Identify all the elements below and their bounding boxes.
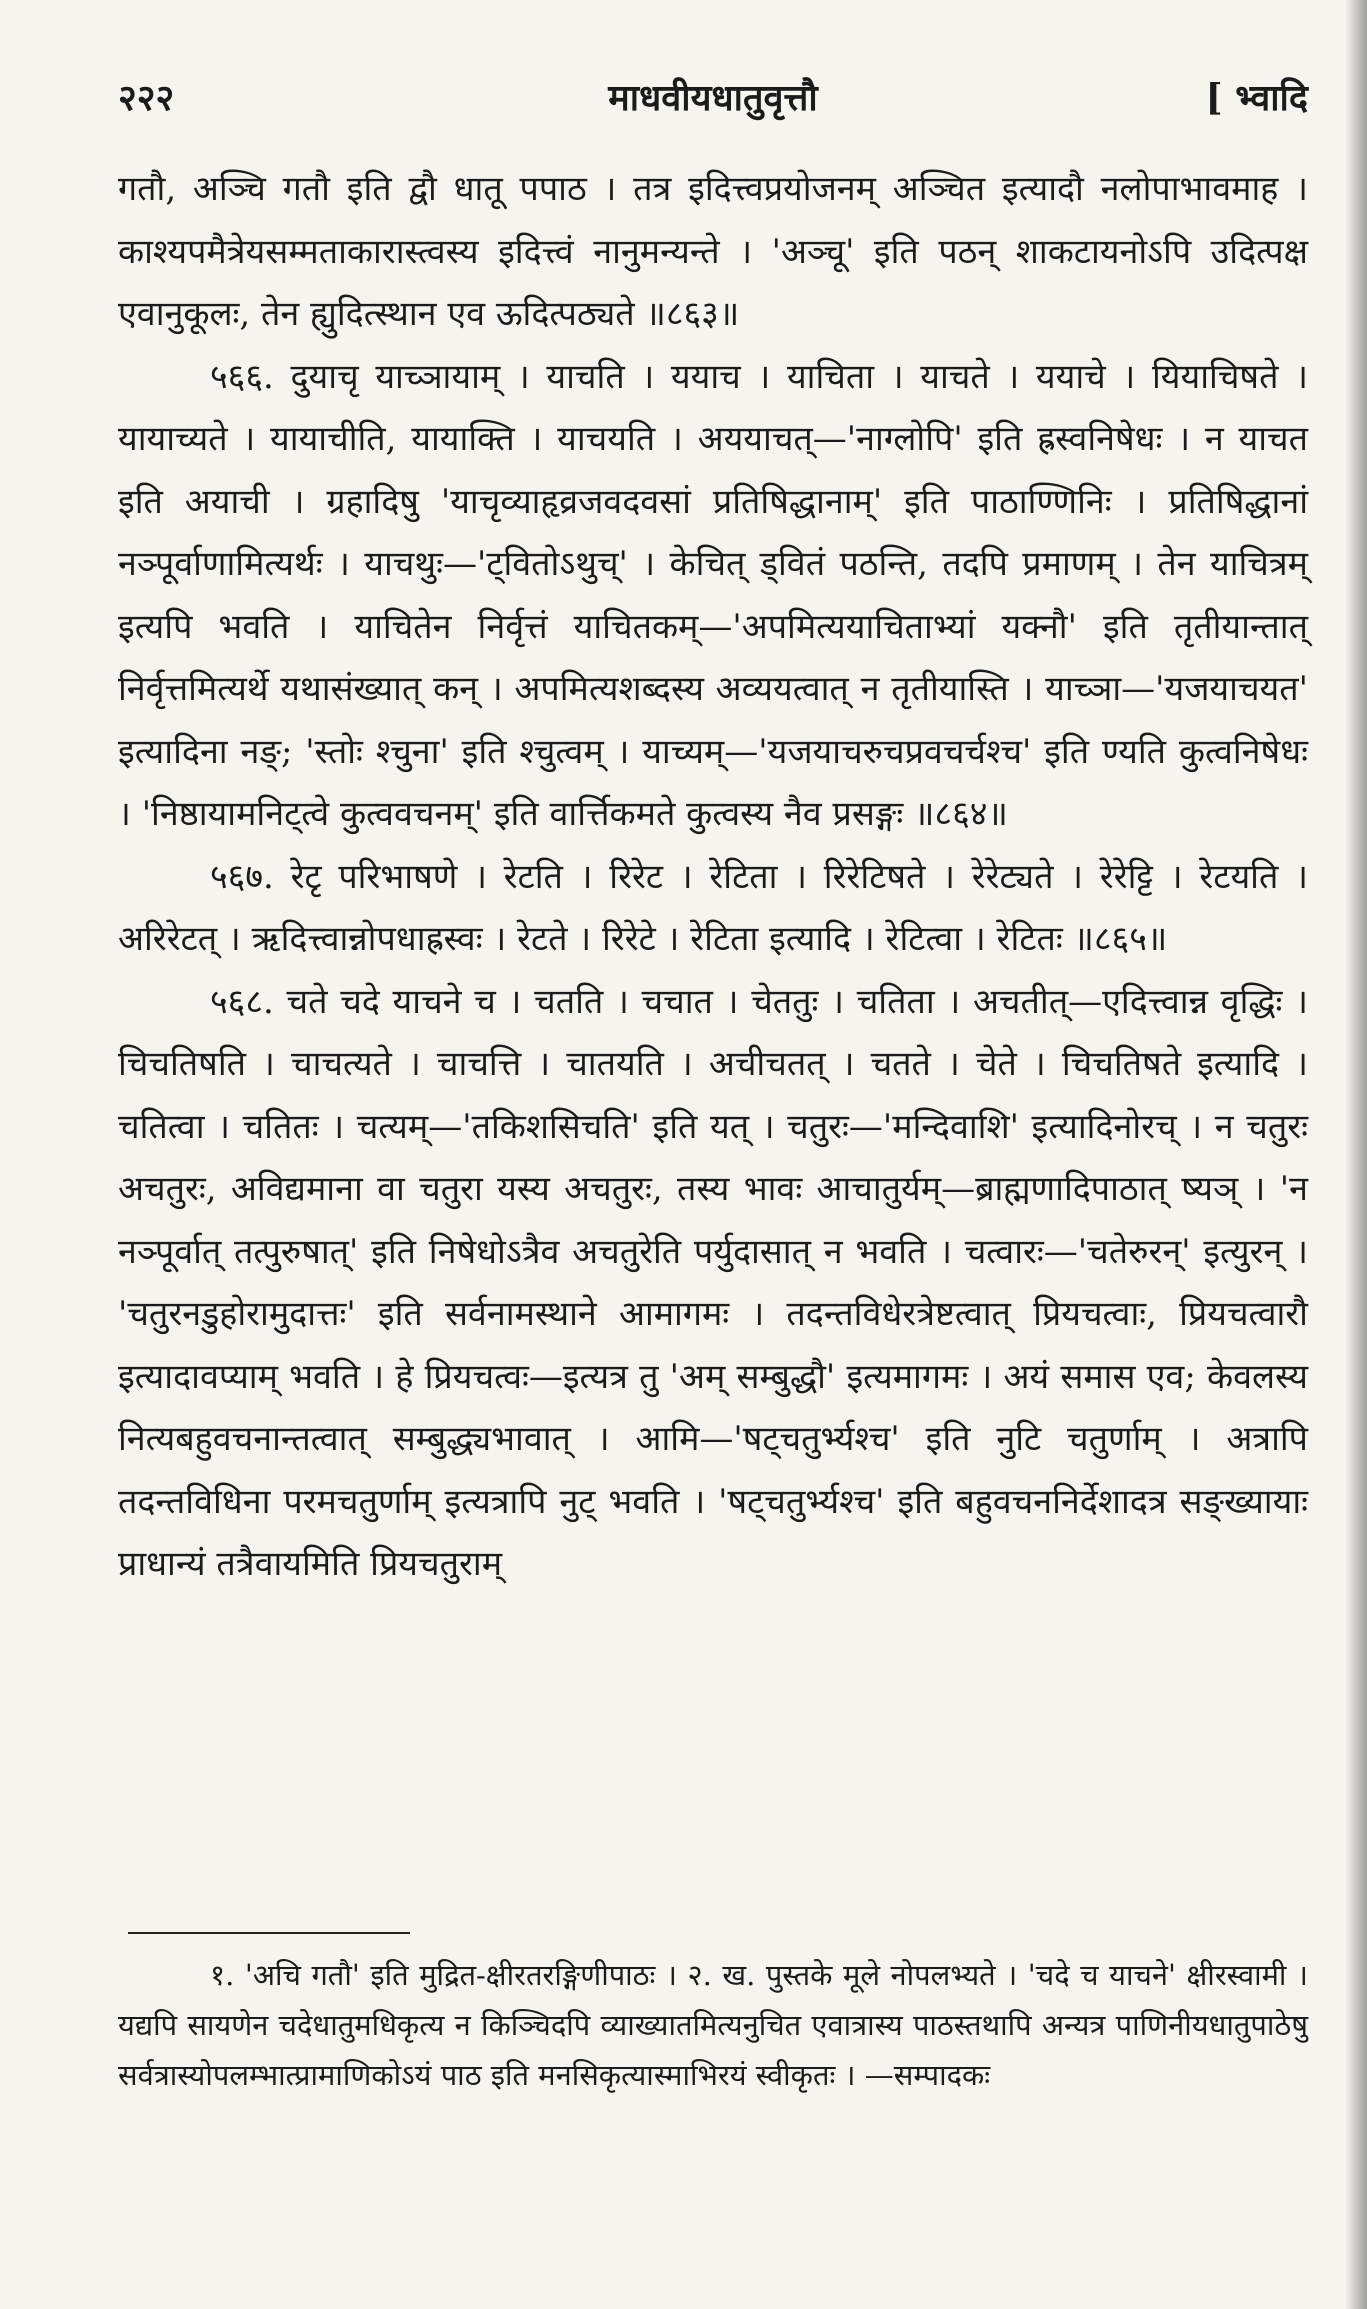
binding-shadow <box>1345 0 1367 2309</box>
running-header <box>118 72 1308 132</box>
main-text <box>118 158 1308 1596</box>
section-marker: [ भ्वादि <box>1205 77 1308 119</box>
footnote-text: १. 'अचि गतौ' इति मुद्रित-क्षीरतरङ्गिणीपाठः । २. ख. पुस्तके मूले नोपलभ्यते । 'चदे च याचने' क्षीरस्वामी । यद्यपि सायणेन चदेधातुमधिकृत्य न किञ्चिदपि व्याख्यातमित्यनुचित एवात्रास्य पाठस्तथापि अन्यत्र पाणिनीयधातुपाठेषु सर्वत्रास्योपलम्भात्प्रामाणिकोऽयं पाठ इति मनसिकृत्यास्माभिरयं स्वीकृतः । —सम्पादकः <box>118 1958 1308 2092</box>
paragraph-entry-566: ५६६. दुयाचृ याच्ञायाम् । याचति । ययाच । याचिता । याचते । ययाचे । यियाचिषते । यायाच्यते । यायाचीति, यायाक्ति । याचयति । अययाचत्—'नाग्लोपि' इति ह्रस्वनिषेधः । न याचत इति अयाची । ग्रहादिषु 'याचृव्याहृव्रजवदवसां प्रतिषिद्धानाम्' इति पाठाण्णिनिः । प्रतिषिद्धानां नञ्पूर्वाणामित्यर्थः । याचथुः—'ट्वितोऽथुच्' । केचित् ड्वितं पठन्ति, तदपि प्रमाणम् । तेन याचित्रम् इत्यपि भवति । याचितेन निर्वृत्तं याचितकम्—'अपमित्ययाचिताभ्यां यक्नौ' इति तृतीयान्तात् निर्वृत्तमित्यर्थे यथासंख्यात् कन् । अपमित्यशब्दस्य अव्ययत्वात् न तृतीयास्ति । याच्ञा—'यजयाचयत' इत्यादिना नङ्; 'स्तोः श्चुना' इति श्चुत्वम् । याच्यम्—'यजयाचरुचप्रवचर्चश्च' इति ण्यति कुत्वनिषेधः । 'निष्ठायामनिट्त्वे कुत्ववचनम्' इति वार्त्तिकमते कुत्वस्य नैव प्रसङ्गः ॥८६४॥ <box>118 356 1308 834</box>
paragraph-entry-568: ५६८. चते चदे याचने च । चतति । चचात । चेततुः । चतिता । अचतीत्—एदित्त्वान्न वृद्धिः । चिचतिषति । चाचत्यते । चाचत्ति । चातयति । अचीचतत् । चतते । चेते । चिचतिषते इत्यादि । चतित्वा । चतितः । चत्यम्—'तकिशसिचति' इति यत् । चतुरः—'मन्दिवाशि' इत्यादिनोरच् । न चतुरः अचतुरः, अविद्यमाना वा चतुरा यस्य अचतुरः, तस्य भावः आचातुर्यम्—ब्राह्मणादिपाठात् ष्यञ् । 'न नञ्पूर्वात् तत्पुरुषात्' इति निषेधोऽत्रैव अचतुरेति पर्युदासात् न भवति । चत्वारः—'चतेरुरन्' इत्युरन् । 'चतुरनडुहोरामुदात्तः' इति सर्वनामस्थाने आमागमः । तदन्तविधेरत्रेष्टत्वात् प्रियचत्वाः, प्रियचत्वारौ इत्यादावप्याम् भवति । हे प्रियचत्वः—इत्यत्र तु 'अम् सम्बुद्धौ' इत्यमागमः । अयं समास एव; केवलस्य नित्यबहुवचनान्तत्वात् सम्बुद्ध्यभावात् । आमि—'षट्चतुर्भ्यश्च' इति नुटि चतुर्णाम् । अत्रापि तदन्तविधिना परमचतुर्णाम् इत्यत्रापि नुट् भवति । 'षट्चतुर्भ्यश्च' इति बहुवचननिर्देशादत्र सङ्ख्यायाः प्राधान्यं तत्रैवायमिति प्रियचतुराम् <box>118 981 1308 1584</box>
footnotes <box>118 1950 1308 2100</box>
paragraph-entry-567: ५६७. रेटृ परिभाषणे । रेटति । रिरेट । रेटिता । रिरेटिषते । रेरेट्यते । रेरेट्टि । रेटयति । अरिरेटत् । ऋदित्त्वान्नोपधाह्रस्वः । रेटते । रिरेटे । रेटिता इत्यादि । रेटित्वा । रेटितः ॥८६५॥ <box>118 856 1308 959</box>
footnote-rule <box>128 1932 410 1934</box>
running-title: माधवीयधातुवृत्तौ <box>608 77 818 119</box>
paragraph-continuation: गतौ, अञ्चि गतौ इति द्वौ धातू पपाठ । तत्र इदित्त्वप्रयोजनम् अञ्चित इत्यादौ नलोपाभावमाह । काश्यपमैत्रेयसम्मताकारास्त्वस्य इदित्त्वं नानुमन्यन्ते । 'अञ्चू' इति पठन् शाकटायनोऽपि उदित्पक्ष एवानुकूलः, तेन ह्युदित्स्थान एव ऊदित्पठ्यते ॥८६३॥ <box>118 169 1308 334</box>
page-number: २२२ <box>118 77 175 119</box>
